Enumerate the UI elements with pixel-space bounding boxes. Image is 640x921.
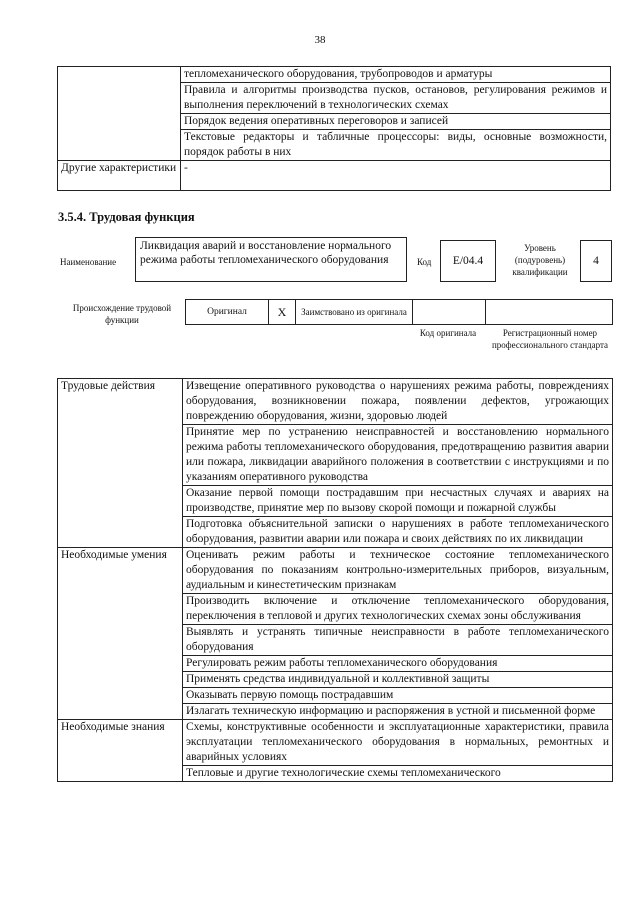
table-cell: Порядок ведения оперативных переговоров и записей: [181, 114, 611, 130]
table-cell: Схемы, конструктивные особенности и эксплуатационные характеристики, правила эксплуатации тепломеханического оборудования в нормальных, ремонтных и аварийных условиях: [183, 720, 613, 766]
original-mark: X: [269, 300, 296, 325]
code-value-box: E/04.4: [440, 240, 496, 282]
code-original-cell: [413, 300, 486, 325]
level-label: Уровень (подуровень) квалификации: [512, 243, 568, 277]
knowledge-table-continued: [57, 66, 611, 191]
table-cell: Подготовка объяснительной записки о нарушениях в работе тепломеханического оборудования, развитии аварии или пожара и своих действиях по их ликвидации: [183, 517, 613, 548]
code-label: Код: [417, 257, 432, 267]
table-cell: Оценивать режим работы и техническое состояние тепломеханического оборудования по показаниям контрольно-измерительных приборов, визуальным, аудиальным и кинестетическим признакам: [183, 548, 613, 594]
table-cell: Выявлять и устранять типичные неисправности в работе тепломеханического оборудования: [183, 625, 613, 656]
table-cell: Излагать техническую информацию и распоряжения в устной и письменной форме: [183, 704, 613, 720]
borrowed-label: Заимствовано из оригинала: [296, 300, 413, 325]
row-label-knowledge: Необходимые знания: [58, 720, 183, 782]
origin-label: Происхождение трудовой функции: [72, 303, 172, 325]
code-original-label: Код оригинала: [419, 328, 477, 338]
table-cell: Извещение оперативного руководства о нарушениях режима работы, повреждениях оборудования, возникновении пожара, появлении дефектов, угрожающих повреждению оборудования, жизни, здоровью людей: [183, 379, 613, 425]
row-label: [58, 67, 181, 161]
table-cell: Применять средства индивидуальной и коллективной защиты: [183, 672, 613, 688]
page-number: 38: [314, 34, 326, 46]
function-name-box: Ликвидация аварий и восстановление нормального режима работы тепломеханического оборудования: [135, 237, 407, 282]
table-cell: тепломеханического оборудования, трубопроводов и арматуры: [181, 67, 611, 83]
row-label-other: Другие характеристики: [58, 161, 181, 191]
table-cell: Оказание первой помощи пострадавшим при несчастных случаях и авариях на производстве, принятие мер по вызову скорой помощи и пожарной службы: [183, 486, 613, 517]
level-value-box: 4: [580, 240, 612, 282]
table-cell: Тепловые и другие технологические схемы тепломеханического: [183, 766, 613, 782]
table-cell: Производить включение и отключение тепломеханического оборудования, переключения в тепловой и других технологических схемах зоны обслуживания: [183, 594, 613, 625]
table-cell: Правила и алгоритмы производства пусков, остановов, регулирования режимов и выполнения переключений в технологических схемах: [181, 83, 611, 114]
name-label: Наименование: [60, 257, 117, 267]
reg-number-label: Регистрационный номер профессионального стандарта: [491, 328, 609, 350]
table-cell: Регулировать режим работы тепломеханического оборудования: [183, 656, 613, 672]
table-cell: Оказывать первую помощь пострадавшим: [183, 688, 613, 704]
section-title: 3.5.4. Трудовая функция: [58, 210, 195, 224]
table-cell: Принятие мер по устранению неисправностей и восстановлению нормального режима работы тепломеханического оборудования, предотвращению развития аварии или пожара, ликвидации аварийного положения в соответствии с инструкциями и по указаниям оперативного руководства: [183, 425, 613, 486]
labor-function-table: [57, 378, 613, 782]
table-cell: -: [181, 161, 611, 191]
table-cell: Текстовые редакторы и табличные процессоры: виды, основные возможности, порядок работы в них: [181, 130, 611, 161]
reg-number-cell: [486, 300, 613, 325]
origin-table: [185, 299, 613, 325]
row-label-actions: Трудовые действия: [58, 379, 183, 548]
original-label: Оригинал: [186, 300, 269, 325]
row-label-skills: Необходимые умения: [58, 548, 183, 720]
